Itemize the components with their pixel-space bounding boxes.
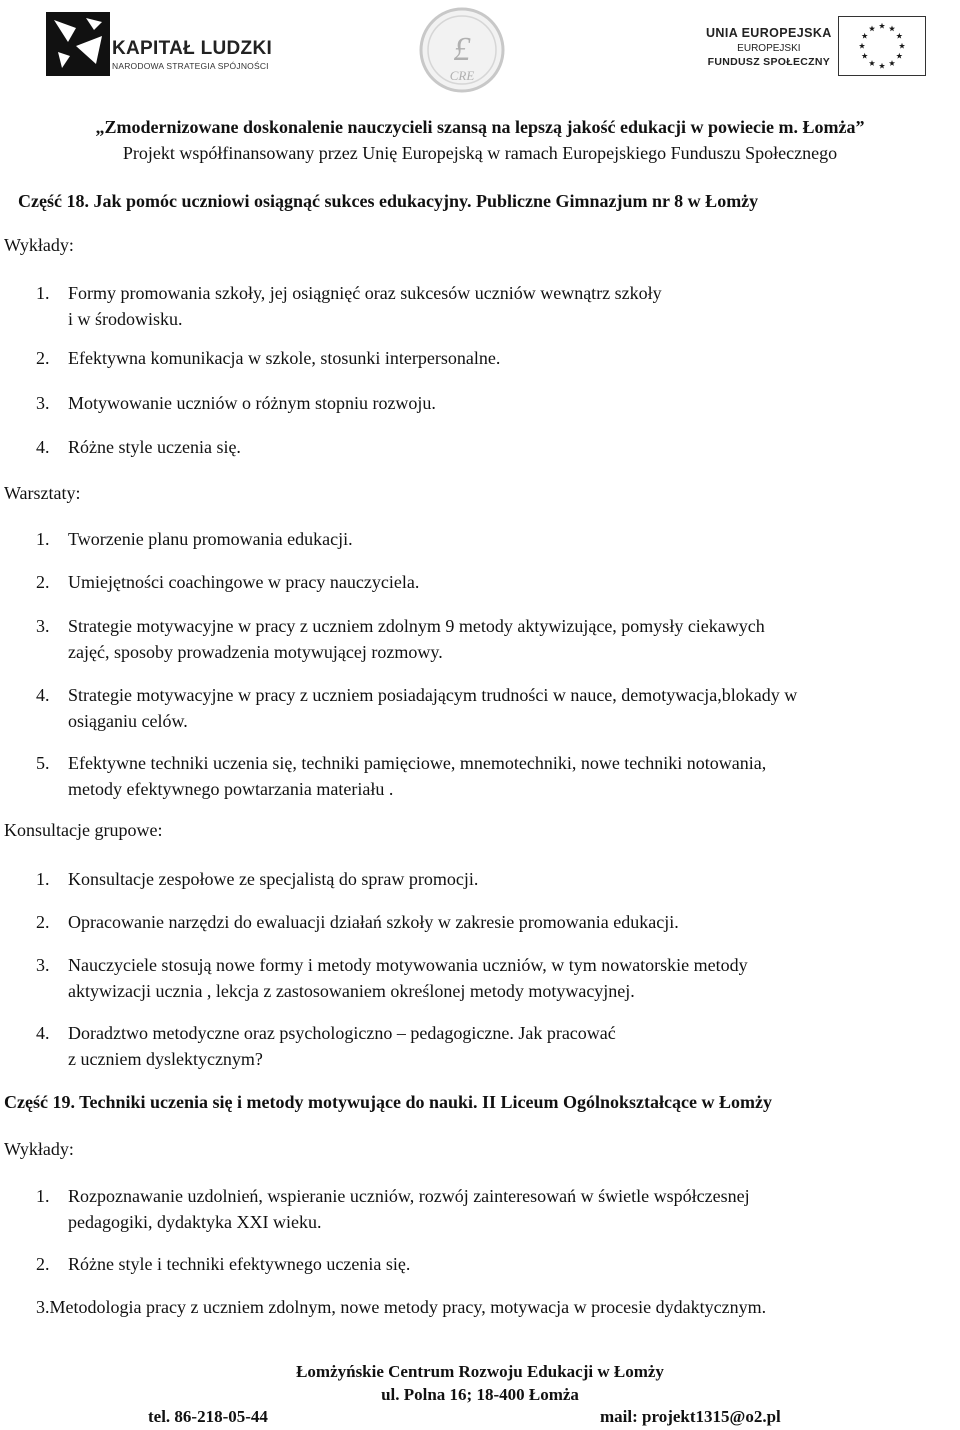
list-item-number: 4. (36, 685, 50, 705)
project-title: „Zmodernizowane doskonalenie nauczycieli szansą na lepszą jakość edukacji w powiecie m. Łomża” (95, 117, 865, 137)
list-item-continuation: metody efektywnego powtarzania materiału . (68, 779, 394, 799)
section-wyklady-19: Wykłady: (4, 1139, 74, 1159)
list-item (68, 750, 958, 776)
section-wyklady-18: Wykłady: (4, 235, 74, 255)
eu-flag-stars-icon (838, 16, 926, 76)
list-item-number: 1. (36, 1186, 50, 1206)
list-item (68, 1183, 958, 1209)
list-item-number: 5. (36, 753, 50, 773)
list-item-continuation: pedagogiki, dydaktyka XXI wieku. (68, 1212, 322, 1232)
ue-title: UNIA EUROPEJSKA (706, 26, 832, 40)
list-item: Różne style uczenia się. (68, 437, 241, 457)
list-item: 3.Metodologia pracy z uczniem zdolnym, nowe metody pracy, motywacja w procesie dydaktycznym. (36, 1297, 767, 1317)
part-19-title: Część 19. Techniki uczenia się i metody motywujące do nauki. II Liceum Ogólnokształcące w Łomży (4, 1092, 772, 1112)
list-item: Różne style i techniki efektywnego uczenia się. (68, 1254, 411, 1274)
svg-text:CRE: CRE (449, 68, 475, 83)
list-item: Umiejętności coachingowe w pracy nauczyciela. (68, 572, 420, 592)
list-item-number: 4. (36, 1023, 50, 1043)
list-item: Konsultacje zespołowe ze specjalistą do spraw promocji. (68, 869, 479, 889)
list-item-continuation: i w środowisku. (68, 309, 183, 329)
kapital-ludzki-logo-icon (46, 12, 110, 76)
list-item-line: Strategie motywacyjne w pracy z uczniem posiadającym trudności w nauce, demotywacja,blokady w (68, 685, 798, 705)
list-item-number: 2. (36, 1254, 50, 1274)
list-item: Opracowanie narzędzi do ewaluacji działań szkoły w zakresie promowania edukacji. (68, 912, 679, 932)
list-item: Tworzenie planu promowania edukacji. (68, 529, 353, 549)
footer-organization: Łomżyńskie Centrum Rozwoju Edukacji w Łomży (296, 1362, 664, 1381)
kapital-ludzki-text (112, 38, 272, 71)
list-item-line: Nauczyciele stosują nowe formy i metody motywowania uczniów, w tym nowatorskie metody (68, 955, 748, 975)
list-item-line: Rozpoznawanie uzdolnień, wspieranie uczniów, rozwój zainteresowań w świetle współczesnej (68, 1186, 750, 1206)
list-item-continuation: aktywizacji ucznia , lekcja z zastosowaniem określonej metody motywacyjnej. (68, 981, 635, 1001)
part-18-title: Część 18. Jak pomóc uczniowi osiągnąć sukces edukacyjny. Publiczne Gimnazjum nr 8 w Łomży (18, 191, 759, 211)
list-item-line: Efektywne techniki uczenia się, techniki pamięciowe, mnemotechniki, nowe techniki notowania, (68, 753, 767, 773)
list-item: Motywowanie uczniów o różnym stopniu rozwoju. (68, 393, 436, 413)
list-item-line: Doradztwo metodyczne oraz psychologiczno – pedagogiczne. Jak pracować (68, 1023, 616, 1043)
kapital-ludzki-title: KAPITAŁ LUDZKI (112, 38, 273, 59)
list-item: Efektywna komunikacja w szkole, stosunki interpersonalne. (68, 348, 501, 368)
list-item-line: Strategie motywacyjne w pracy z uczniem zdolnym 9 metody aktywizujące, pomysły ciekawych (68, 616, 765, 636)
kapital-ludzki-subtitle: NARODOWA STRATEGIA SPÓJNOŚCI (112, 61, 269, 71)
list-item-continuation: z uczniem dyslektycznym? (68, 1049, 263, 1069)
svg-text:£: £ (453, 31, 471, 68)
list-item-number: 2. (36, 572, 50, 592)
list-item-number: 4. (36, 437, 50, 457)
section-warsztaty: Warsztaty: (4, 483, 81, 503)
footer-email: mail: projekt1315@o2.pl (600, 1407, 781, 1426)
list-item-number: 2. (36, 912, 50, 932)
list-item-number: 1. (36, 529, 50, 549)
list-item-number: 3. (36, 616, 50, 636)
list-item-number: 3. (36, 393, 50, 413)
footer-address: ul. Polna 16; 18-400 Łomża (381, 1385, 579, 1404)
list-item-continuation: zajęć, sposoby prowadzenia motywującej rozmowy. (68, 642, 443, 662)
list-item-continuation: osiąganiu celów. (68, 711, 188, 731)
list-item-number: 3. (36, 955, 50, 975)
list-item-line: Formy promowania szkoły, jej osiągnięć oraz sukcesów uczniów wewnątrz szkoły (68, 283, 662, 303)
list-item (68, 1020, 958, 1046)
ue-line2: EUROPEJSKI (737, 43, 801, 54)
section-konsultacje: Konsultacje grupowe: (4, 820, 163, 840)
list-item (68, 952, 958, 978)
ue-text (706, 26, 832, 68)
list-item (68, 613, 958, 639)
project-subtitle: Projekt współfinansowany przez Unię Europejską w ramach Europejskiego Funduszu Społecznego (122, 143, 838, 163)
list-item-number: 1. (36, 283, 50, 303)
logo-strip (0, 0, 960, 100)
list-item (68, 280, 958, 306)
footer-phone: tel. 86-218-05-44 (148, 1407, 268, 1426)
list-item-number: 1. (36, 869, 50, 889)
lcre-seal-icon (418, 6, 506, 94)
ue-line3: FUNDUSZ SPOŁECZNY (707, 56, 831, 68)
list-item-number: 2. (36, 348, 50, 368)
list-item (68, 682, 958, 708)
